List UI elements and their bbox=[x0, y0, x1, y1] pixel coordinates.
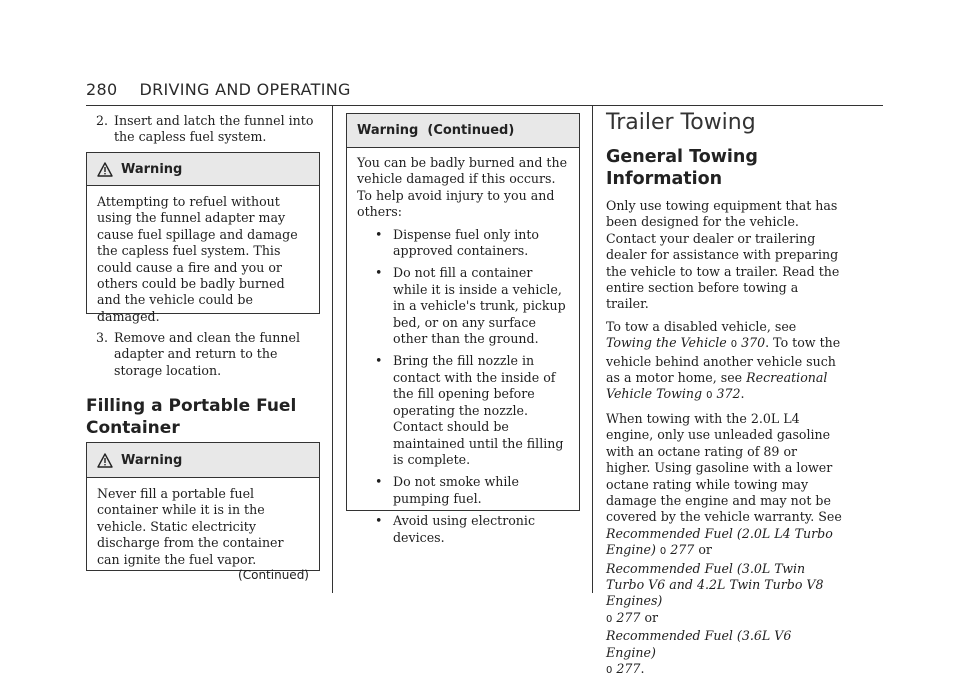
text: When towing with the 2.0L L4 engine, only use unleaded gasoline with an octane rating of 89 or higher. Using gasoline with a lower octane rating while towing may damage the engine and may not be covered by the vehicle warranty. See bbox=[606, 410, 842, 525]
bullet-text: Do not smoke while pumping fuel. bbox=[393, 474, 519, 506]
xref-page[interactable]: 277 bbox=[616, 609, 641, 625]
warning-triangle-icon bbox=[97, 453, 113, 468]
xref-towing-vehicle[interactable]: Towing the Vehicle bbox=[606, 335, 727, 351]
column-1-lower bbox=[86, 330, 322, 439]
xref-page[interactable]: 372 bbox=[716, 386, 741, 402]
step-3 bbox=[86, 330, 322, 379]
warning-bullet bbox=[357, 265, 569, 347]
warning-box-continued bbox=[346, 113, 580, 545]
page-header bbox=[86, 80, 351, 99]
section-heading-portable-fuel: Filling a Portable Fuel Container bbox=[86, 396, 297, 439]
paragraph-disabled-vehicle bbox=[606, 319, 844, 405]
page-ref-icon: 0 bbox=[730, 339, 738, 351]
step-text: Remove and clean the funnel adapter and return to the storage location. bbox=[114, 330, 300, 378]
warning-triangle-icon bbox=[97, 162, 113, 177]
continued-label: (Continued) bbox=[238, 568, 309, 583]
chapter-title: Trailer Towing bbox=[606, 110, 756, 135]
page-ref-icon: 0 bbox=[659, 546, 667, 558]
warning-bullet bbox=[357, 227, 569, 260]
xref-page[interactable]: 277 bbox=[670, 542, 695, 558]
bullet-dot: • bbox=[375, 265, 383, 281]
page-ref-icon: 0 bbox=[706, 390, 713, 402]
bullet-dot: • bbox=[375, 513, 383, 529]
warning-box-portable bbox=[86, 442, 320, 583]
step-2 bbox=[86, 113, 322, 146]
paragraph-equipment: Only use towing equipment that has been designed for the vehicle. Contact your dealer or trailering dealer for assistance with preparing the vehicle to tow a trailer. Read the entire section before towing a trailer. bbox=[606, 198, 840, 312]
text: . bbox=[640, 660, 645, 676]
xref-fuel-3-0l-4-2l[interactable]: Recommended Fuel (3.0L Twin Turbo V6 and 4.2L Twin Turbo V8 Engines) bbox=[606, 560, 824, 609]
text: To tow a disabled vehicle, see bbox=[606, 318, 797, 334]
warning-title: Warning bbox=[121, 161, 183, 177]
column-1 bbox=[86, 113, 322, 146]
xref-fuel-3-6l[interactable]: Recommended Fuel (3.6L V6 Engine) bbox=[606, 628, 792, 660]
page-ref-icon: 0 bbox=[606, 613, 613, 625]
step-text: Insert and latch the funnel into the capless fuel system. bbox=[114, 113, 314, 145]
page-ref-icon: 0 bbox=[606, 664, 613, 676]
xref-page[interactable]: 370 bbox=[741, 335, 766, 351]
warning-intro: You can be badly burned and the vehicle damaged if this occurs. To help avoid injury to you and others: bbox=[357, 155, 568, 220]
section-heading-general-towing: General Towing Information bbox=[606, 147, 758, 189]
warning-title: Warning bbox=[121, 452, 183, 468]
bullet-dot: • bbox=[375, 226, 383, 242]
step-number: 3. bbox=[96, 330, 109, 345]
bullet-text: Bring the fill nozzle in contact with the inside of the fill opening before operating the nozzle. Contact should be maintained until the filling is complete. bbox=[393, 353, 564, 467]
text: . To tow the vehicle behind another vehicle such as a motor home, see bbox=[606, 335, 841, 386]
warning-box-refuel bbox=[86, 152, 320, 324]
header-rule bbox=[86, 105, 883, 106]
xref-recreational-towing[interactable]: Recreational Vehicle Towing bbox=[606, 370, 828, 402]
bullet-text: Do not fill a container while it is inside a vehicle, in a vehicle's trunk, pickup bed, or on any surface other than the ground. bbox=[393, 265, 566, 347]
bullet-dot: • bbox=[375, 474, 383, 490]
xref-fuel-2-0l[interactable]: Recommended Fuel (2.0L L4 Turbo Engine) bbox=[606, 525, 833, 558]
page-number: 280 bbox=[86, 80, 118, 99]
xref-page[interactable]: 277 bbox=[616, 660, 641, 676]
bullet-text: Avoid using electronic devices. bbox=[393, 513, 535, 545]
bullet-text: Dispense fuel only into approved containers. bbox=[393, 226, 540, 259]
warning-bullet bbox=[357, 474, 569, 507]
warning-header bbox=[87, 153, 319, 186]
section-title: DRIVING AND OPERATING bbox=[139, 80, 351, 99]
text: or bbox=[694, 542, 712, 558]
paragraph-fuel-octane bbox=[606, 411, 844, 679]
column-divider-2 bbox=[592, 106, 593, 593]
text: or bbox=[640, 609, 659, 625]
warning-header bbox=[347, 114, 579, 148]
warning-body: Never fill a portable fuel container while it is in the vehicle. Static electricity discharge from the container can ignite the fuel vapor. bbox=[97, 486, 284, 567]
bullet-dot: • bbox=[375, 353, 383, 369]
column-3 bbox=[606, 110, 844, 679]
column-divider-1 bbox=[332, 106, 333, 593]
warning-title: Warning (Continued) bbox=[357, 123, 515, 138]
warning-bullet bbox=[357, 353, 569, 468]
warning-body: Attempting to refuel without using the funnel adapter may cause fuel spillage and damage the capless fuel system. This could cause a fire and you or others could be badly burned and the vehicle could be damaged. bbox=[97, 194, 298, 324]
text: . bbox=[740, 386, 745, 402]
warning-header bbox=[87, 443, 319, 478]
warning-bullet bbox=[357, 513, 569, 546]
step-number: 2. bbox=[96, 113, 109, 128]
